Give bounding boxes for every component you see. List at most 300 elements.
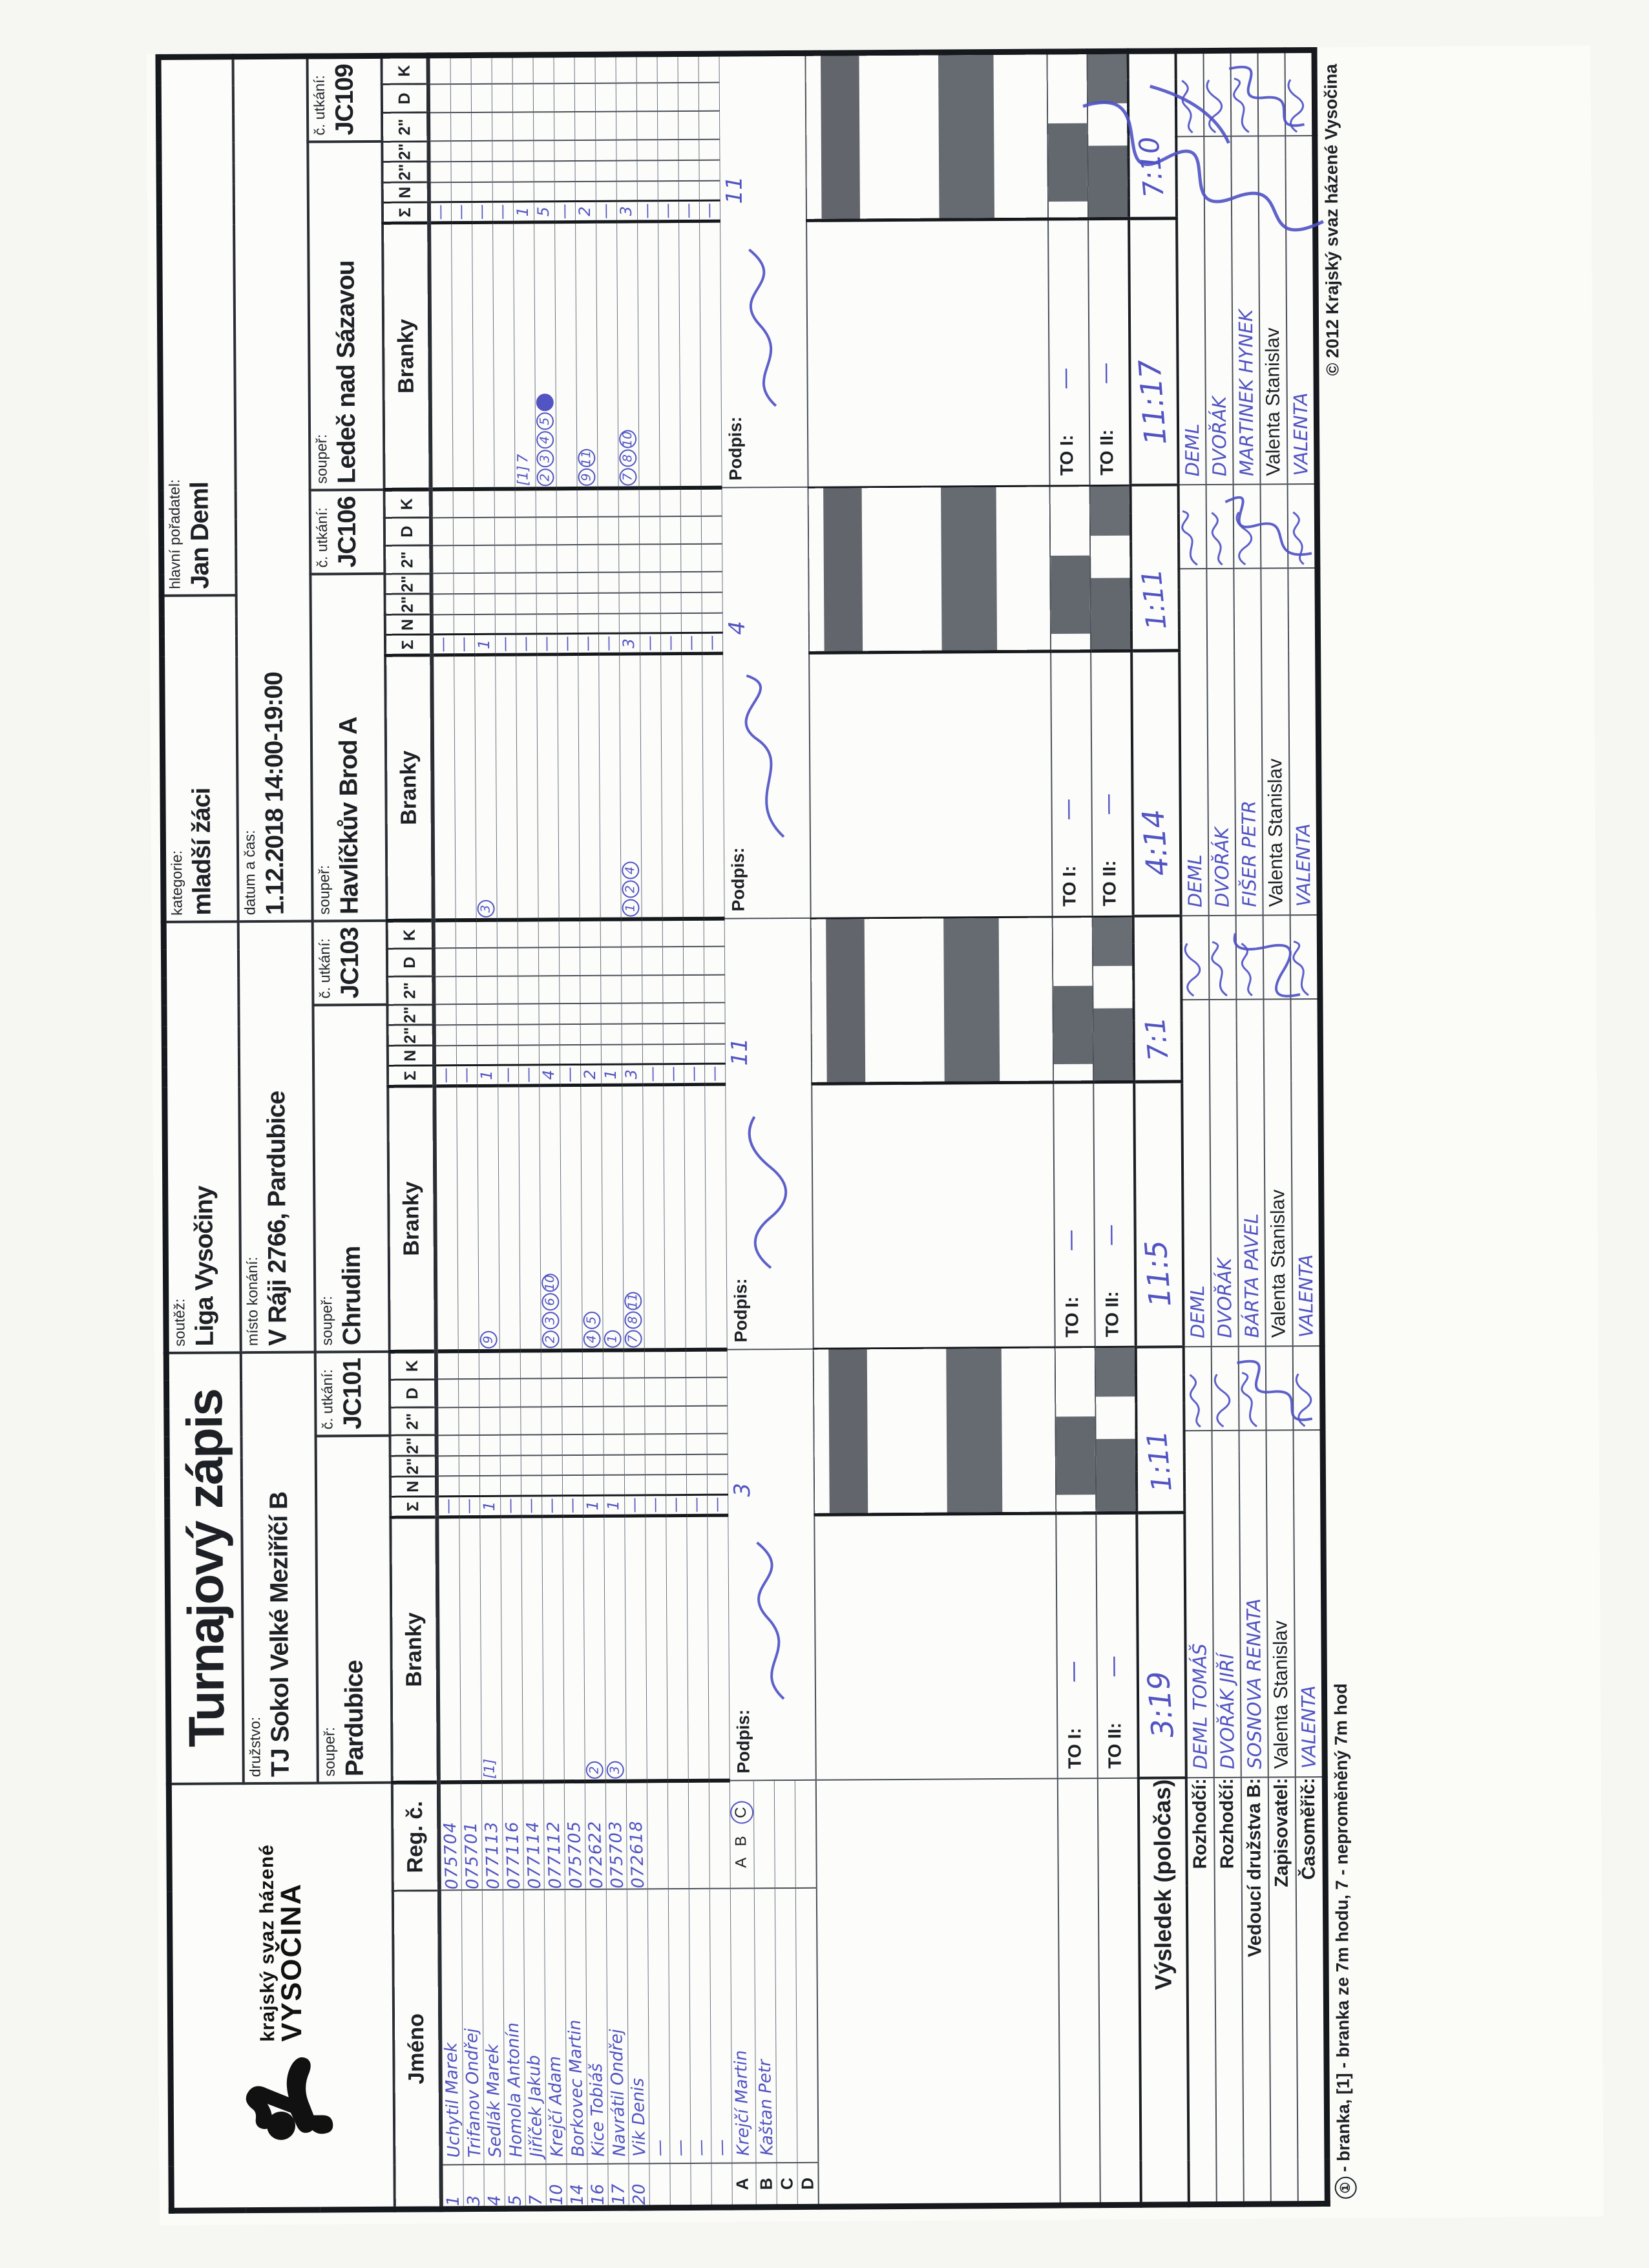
penalty-cell [577,545,598,573]
penalty-cell [497,1004,518,1025]
player-number: 3 [463,2165,483,2209]
official-letter: C [776,2163,797,2207]
penalty-cell [476,976,497,1005]
team-leader-b-name-JC103 [1236,1000,1265,1347]
penalty-cell [516,614,536,634]
penalty-cell [536,614,557,634]
goals-JC106 [474,655,497,920]
penalty-cell [657,111,678,140]
penalty-cell [598,572,618,593]
paper-sheet [146,45,1603,2225]
penalty-cell [580,976,600,1004]
penalty-cell [680,572,701,593]
goals-JC106 [536,655,559,920]
souper-cell-block4 [308,142,384,490]
penalty-cell [601,1024,622,1044]
penalty-cell [707,1454,728,1475]
logo-cell [169,1783,394,2211]
sigma-JC101: — [521,1496,541,1517]
sigma-JC103: — [663,1064,684,1085]
penalty-cell [431,573,454,594]
sigma-JC103: — [642,1064,663,1085]
penalty-cell [644,1350,665,1378]
timeout-gray-JC103 [1052,916,1093,1082]
penalty-cell [583,1434,604,1455]
goals-JC101 [645,1516,667,1781]
to2-value-JC101: — [1100,1655,1126,1678]
referee1-signature-JC109 [1175,51,1204,137]
podpis-label: Podpis: [728,847,748,912]
sigma-JC101: — [541,1496,562,1517]
penalty-cell [698,160,719,181]
goals-JC109 [575,222,598,488]
utkani-label: č. utkání: [318,1369,335,1430]
podpis-JC106 [722,487,811,919]
penalty-cell [494,545,515,573]
penalty-cell [616,181,637,201]
utkani-label: č. utkání: [310,75,328,136]
penalty-cell [533,140,554,161]
narrow-header-2"-block3: 2" [384,574,431,594]
penalty-cell [538,919,559,948]
goals-JC101 [437,1517,461,1782]
sigma-JC103: — [560,1065,580,1086]
penalty-cell [476,948,497,976]
penalty-cell [459,1435,479,1456]
penalty-cell [436,1476,459,1496]
penalty-cell [603,1350,624,1379]
scorekeeper-signature-JC109 [1257,50,1285,136]
penalty-cell [660,613,681,633]
logo-text-line1: krajský svaz házené [256,1843,279,2042]
penalty-cell [476,1004,497,1025]
penalty-cell [554,161,574,182]
to1-label: TO I: [1064,1728,1085,1769]
goals-JC109 [699,221,722,488]
penalty-cell [577,488,598,517]
penalty-cell [621,1003,642,1024]
penalty-cell [474,545,494,574]
referee1-handwritten-name: DEML [1186,1285,1209,1339]
penalty-cell [578,613,598,633]
narrow-header-Σ-block4: Σ [382,202,428,223]
penalty-cell [518,1003,538,1024]
narrow-header-2"-block3: 2" [384,594,431,614]
goals-JC103 [580,1085,603,1350]
penalty-cell [699,180,720,200]
narrow-header-N-block4: N [382,182,428,203]
penalty-cell [574,161,595,182]
player-number [669,2163,690,2208]
referee1-name-JC106 [1179,569,1208,916]
goal-circle: 10 [619,430,636,448]
goals-JC106 [619,654,642,919]
penalty-cell [657,160,678,181]
goals-JC109 [658,222,680,488]
penalty-cell [577,516,598,545]
timeout-gray-JC106 [1049,485,1091,651]
penalty-cell [698,140,719,160]
penalty-cell [704,947,724,975]
player-number [649,2163,669,2208]
penalty-cell [456,1004,476,1025]
sigma-JC109: — [428,202,451,223]
penalty-cell [604,1434,624,1455]
penalty-cell [562,1378,582,1407]
penalty-cell [494,489,515,518]
goals-JC106 [516,655,538,920]
mid-gray-JC101 [813,1347,1056,1515]
referee1-name-JC101 [1184,1431,1213,1778]
penalty-cell [559,919,580,948]
soutez-label: soutěž: [171,1298,188,1347]
to1-value-JC103: — [1057,1229,1084,1252]
penalty-cell [686,1475,707,1495]
penalty-cell [474,573,494,594]
penalty-cell [621,947,642,976]
penalty-cell [706,1350,727,1378]
penalty-cell [624,1406,644,1434]
player-reg [647,1781,668,1889]
penalty-cell [575,181,596,201]
to1-value-JC109: — [1051,367,1078,390]
penalty-cell [428,182,451,202]
penalty-cell [495,614,516,634]
penalty-cell [556,488,577,517]
goals-JC103 [477,1086,499,1351]
to2-label: TO II: [1101,1291,1122,1338]
penalty-cell [645,1434,666,1454]
penalty-cell [686,1454,707,1475]
sigma-JC109: — [451,202,472,223]
penalty-cell [428,141,451,162]
sigma-JC106: — [495,634,516,655]
penalty-cell [557,593,578,614]
timeout-gray-JC109 [1047,52,1088,219]
penalty-cell [479,1351,499,1380]
sigma-JC103: — [456,1066,477,1086]
penalty-cell [574,112,595,140]
penalty-cell [574,83,595,112]
podpis-signature [746,1534,803,1703]
penalty-cell [494,517,515,545]
scorekeeper-label: Zapisovatel: [1268,1777,1297,2204]
podpis-JC103 [724,918,814,1350]
penalty-cell [681,593,702,613]
penalty-cell [686,1378,706,1406]
penalty-cell [536,545,556,573]
narrow-header-K-block1: K [389,1351,436,1380]
referee1-signature [1190,78,1202,136]
goal-circle: 3 [536,450,554,467]
penalty-cell [474,489,494,518]
sigma-JC109: — [492,202,513,222]
penalty-cell [479,1379,499,1407]
souper-value-JC103: Chrudim [337,1246,366,1346]
podpis-label: Podpis: [730,1278,751,1343]
penalty-cell [476,920,497,949]
penalty-cell [474,517,494,545]
druzstvo-label: družstvo: [246,1716,264,1778]
penalty-cell [603,1378,624,1407]
kategorie-label: kategorie: [168,850,185,916]
penalty-cell [622,1024,642,1044]
goals-JC103 [498,1086,520,1351]
goals-JC101 [624,1516,647,1781]
player-reg: 077113 [481,1782,503,1890]
goals-JC109 [513,222,536,489]
penalty-cell [500,1435,521,1456]
narrow-header-K-block3: K [384,490,430,518]
sigma-JC101: — [500,1496,521,1517]
to2-value-JC109: — [1091,362,1119,384]
penalty-cell [657,83,678,111]
penalty-cell [559,947,580,976]
penalty-cell [701,543,722,572]
penalty-cell [431,545,454,574]
penalty-cell [541,1378,562,1407]
player-number: 7 [525,2164,545,2209]
halftime-JC106 [1130,485,1179,651]
goal-circle: 4 [536,431,554,448]
penalty-cell [624,1434,645,1454]
referee1-signature-JC103 [1181,916,1209,1000]
utkani-cell-block3 [310,490,384,574]
penalty-cell [518,948,538,976]
sigma-JC106: — [640,633,660,654]
penalty-cell [428,84,450,112]
penalty-cell [636,160,657,181]
penalty-cell [512,83,533,112]
penalty-cell [680,488,701,516]
middle-empty-zone [805,52,1060,2207]
penalty-cell [492,141,512,162]
timeout-gray-JC101 [1055,1347,1096,1513]
result-value-JC101: 3:19 [1140,1670,1181,1739]
left-empty [1097,1778,1140,2205]
timekeeper-signature-JC106 [1287,484,1317,568]
narrow-header-2"-block2: 2" [387,1025,434,1045]
sigma-JC109: 1 [513,202,534,222]
player-number: 10 [545,2164,566,2209]
penalty-cell [704,974,724,1003]
penalty-cell [450,84,471,112]
penalty-cell [604,1475,624,1495]
goals-JC101 [459,1517,481,1782]
narrow-header-D-block2: D [386,949,433,977]
referee1-handwritten-name: DEML [1183,854,1206,908]
timeout-to2-JC109 [1088,218,1131,485]
official-name: Krejčí Martin [730,1888,756,2163]
penalty-cell [594,54,615,83]
penalty-cell [580,919,600,948]
penalty-cell [680,516,701,544]
penalty-cell [436,1407,459,1436]
mid-branky-JC106 [809,651,1053,918]
scorekeeper-signature-JC106 [1260,485,1288,569]
goals-JC101 [541,1517,564,1782]
referee2-name-JC101 [1212,1431,1241,1778]
left-empty [1057,1778,1100,2205]
to2-label: TO II: [1104,1722,1125,1769]
podpis-label: Podpis: [725,416,746,481]
tournament-form-table [155,47,1330,2214]
penalty-cell [492,161,512,182]
podpis-JC101 [727,1349,816,1781]
goals-JC103 [663,1084,686,1350]
penalty-cell [459,1456,479,1476]
penalty-cell [698,111,719,140]
penalty-cell [642,919,662,947]
souper-label: soupeř: [320,1727,338,1777]
penalty-cell [491,55,512,84]
penalty-cell [471,112,492,141]
scorekeeper-printed-name: Valenta Stanislav [1266,1189,1290,1338]
penalty-cell [434,976,456,1005]
penalty-cell [701,572,722,593]
penalty-cell [513,182,534,202]
penalty-cell [639,516,660,545]
player-number: 14 [566,2164,587,2209]
utkani-cell-block2 [312,921,387,1005]
timekeeper-handwritten-name: VALENTA [1292,823,1315,907]
penalty-cell [541,1476,562,1496]
sigma-total-JC109: 11 [721,176,748,204]
penalty-cell [678,83,698,111]
penalty-cell [598,593,619,614]
penalty-cell [660,593,681,613]
scorekeeper-name-JC106 [1261,568,1290,915]
goals-JC101 [562,1516,585,1781]
penalty-cell [660,572,680,593]
player-reg [709,1781,730,1889]
utkani-code-JC101: JC101 [338,1358,367,1430]
penalty-cell [636,54,656,83]
player-reg: 077112 [543,1781,565,1889]
sigma-JC103: 2 [580,1065,601,1086]
player-number: 5 [504,2165,525,2209]
penalty-cell [428,112,451,141]
penalty-cell [515,573,536,594]
team-leader-b-handwritten-name: MARTINEK HYNEK [1234,309,1257,477]
penalty-cell [512,112,533,140]
goals-JC106 [557,655,580,920]
player-number [711,2163,731,2208]
result-value-JC109: 11:17 [1131,358,1173,446]
sigma-JC103: — [704,1064,725,1084]
scorekeeper-printed-name: Valenta Stanislav [1261,327,1284,476]
timeout-to1-JC103 [1053,1082,1095,1348]
goals-JC103 [456,1086,479,1351]
goals-JC103 [642,1085,665,1350]
team-leader-b-name-JC101 [1239,1430,1268,1777]
halftime-value-JC101: 1:11 [1140,1429,1178,1493]
penalty-cell [683,975,704,1003]
team-leader-b-handwritten-name: BÁRTA PAVEL [1239,1213,1263,1338]
to1-value-JC106: — [1055,798,1081,821]
penalty-cell [556,517,577,545]
penalty-cell [616,140,636,161]
handball-player-logo-icon [226,2050,340,2148]
sigma-JC101: — [624,1495,645,1516]
referee1-signature [1198,1372,1210,1430]
player-number: 20 [628,2163,649,2208]
goals-JC106 [681,653,704,919]
penalty-cell [541,1434,562,1455]
goals-JC103 [518,1086,541,1351]
utkani-code-JC106: JC106 [333,496,361,568]
penalty-cell [644,1406,665,1434]
team-leader-b-label: Vedoucí družstva B: [1241,1778,1270,2205]
player-reg [688,1781,709,1889]
player-name: Sedlák Marek [482,1890,505,2165]
goals-JC101 [583,1516,605,1781]
penalty-cell [595,161,616,182]
jmeno-header: Jméno [392,1890,441,2209]
penalty-cell [639,488,660,516]
penalty-cell [541,1455,562,1476]
goals-JC101 [479,1517,502,1782]
player-reg: 075704 [438,1782,461,1890]
penalty-cell [624,1350,644,1378]
penalty-cell [521,1476,541,1496]
penalty-cell [640,593,660,613]
penalty-cell [663,1044,684,1064]
penalty-cell [666,1434,686,1454]
penalty-cell [495,594,516,614]
goals-JC109 [451,223,474,490]
penalty-cell [619,613,640,633]
goals-JC106 [660,654,683,919]
penalty-cell [595,83,616,111]
team-leader-b-name-JC109 [1231,136,1260,485]
referee2-handwritten-name: DVOŘÁK [1208,396,1230,477]
official-name: Kaštan Petr [754,1888,777,2163]
goals-JC101 [666,1515,688,1781]
penalty-cell [645,1475,666,1495]
penalty-cell [604,1454,624,1475]
penalty-cell [621,975,642,1003]
goals-JC106 [702,653,724,919]
goal-7m: [1] [514,465,532,486]
penalty-cell [431,614,454,635]
mid-branky-JC103 [812,1082,1055,1349]
official-name [775,1888,797,2163]
penalty-cell [515,489,536,518]
player-name: Krejčí Adam [544,1889,567,2164]
to1-label: TO I: [1056,434,1077,476]
halftime-JC109 [1128,51,1177,218]
penalty-cell [497,920,518,949]
penalty-cell [582,1378,603,1407]
referee1-signature-JC106 [1178,485,1206,569]
penalty-cell [662,947,683,975]
penalty-cell [497,976,518,1004]
penalty-cell [459,1476,479,1496]
penalty-cell [458,1407,479,1436]
to2-label: TO II: [1096,429,1117,476]
goal-circle: 8 [624,1311,642,1328]
penalty-cell [562,1475,583,1495]
penalty-cell [492,112,512,141]
sigma-JC101: — [459,1496,479,1517]
penalty-cell [701,516,722,544]
penalty-cell [580,1003,600,1024]
goal-circle: 9 [578,468,595,486]
souper-cell-block2 [313,1005,389,1352]
penalty-cell [603,1406,624,1434]
penalty-cell [477,1025,498,1045]
